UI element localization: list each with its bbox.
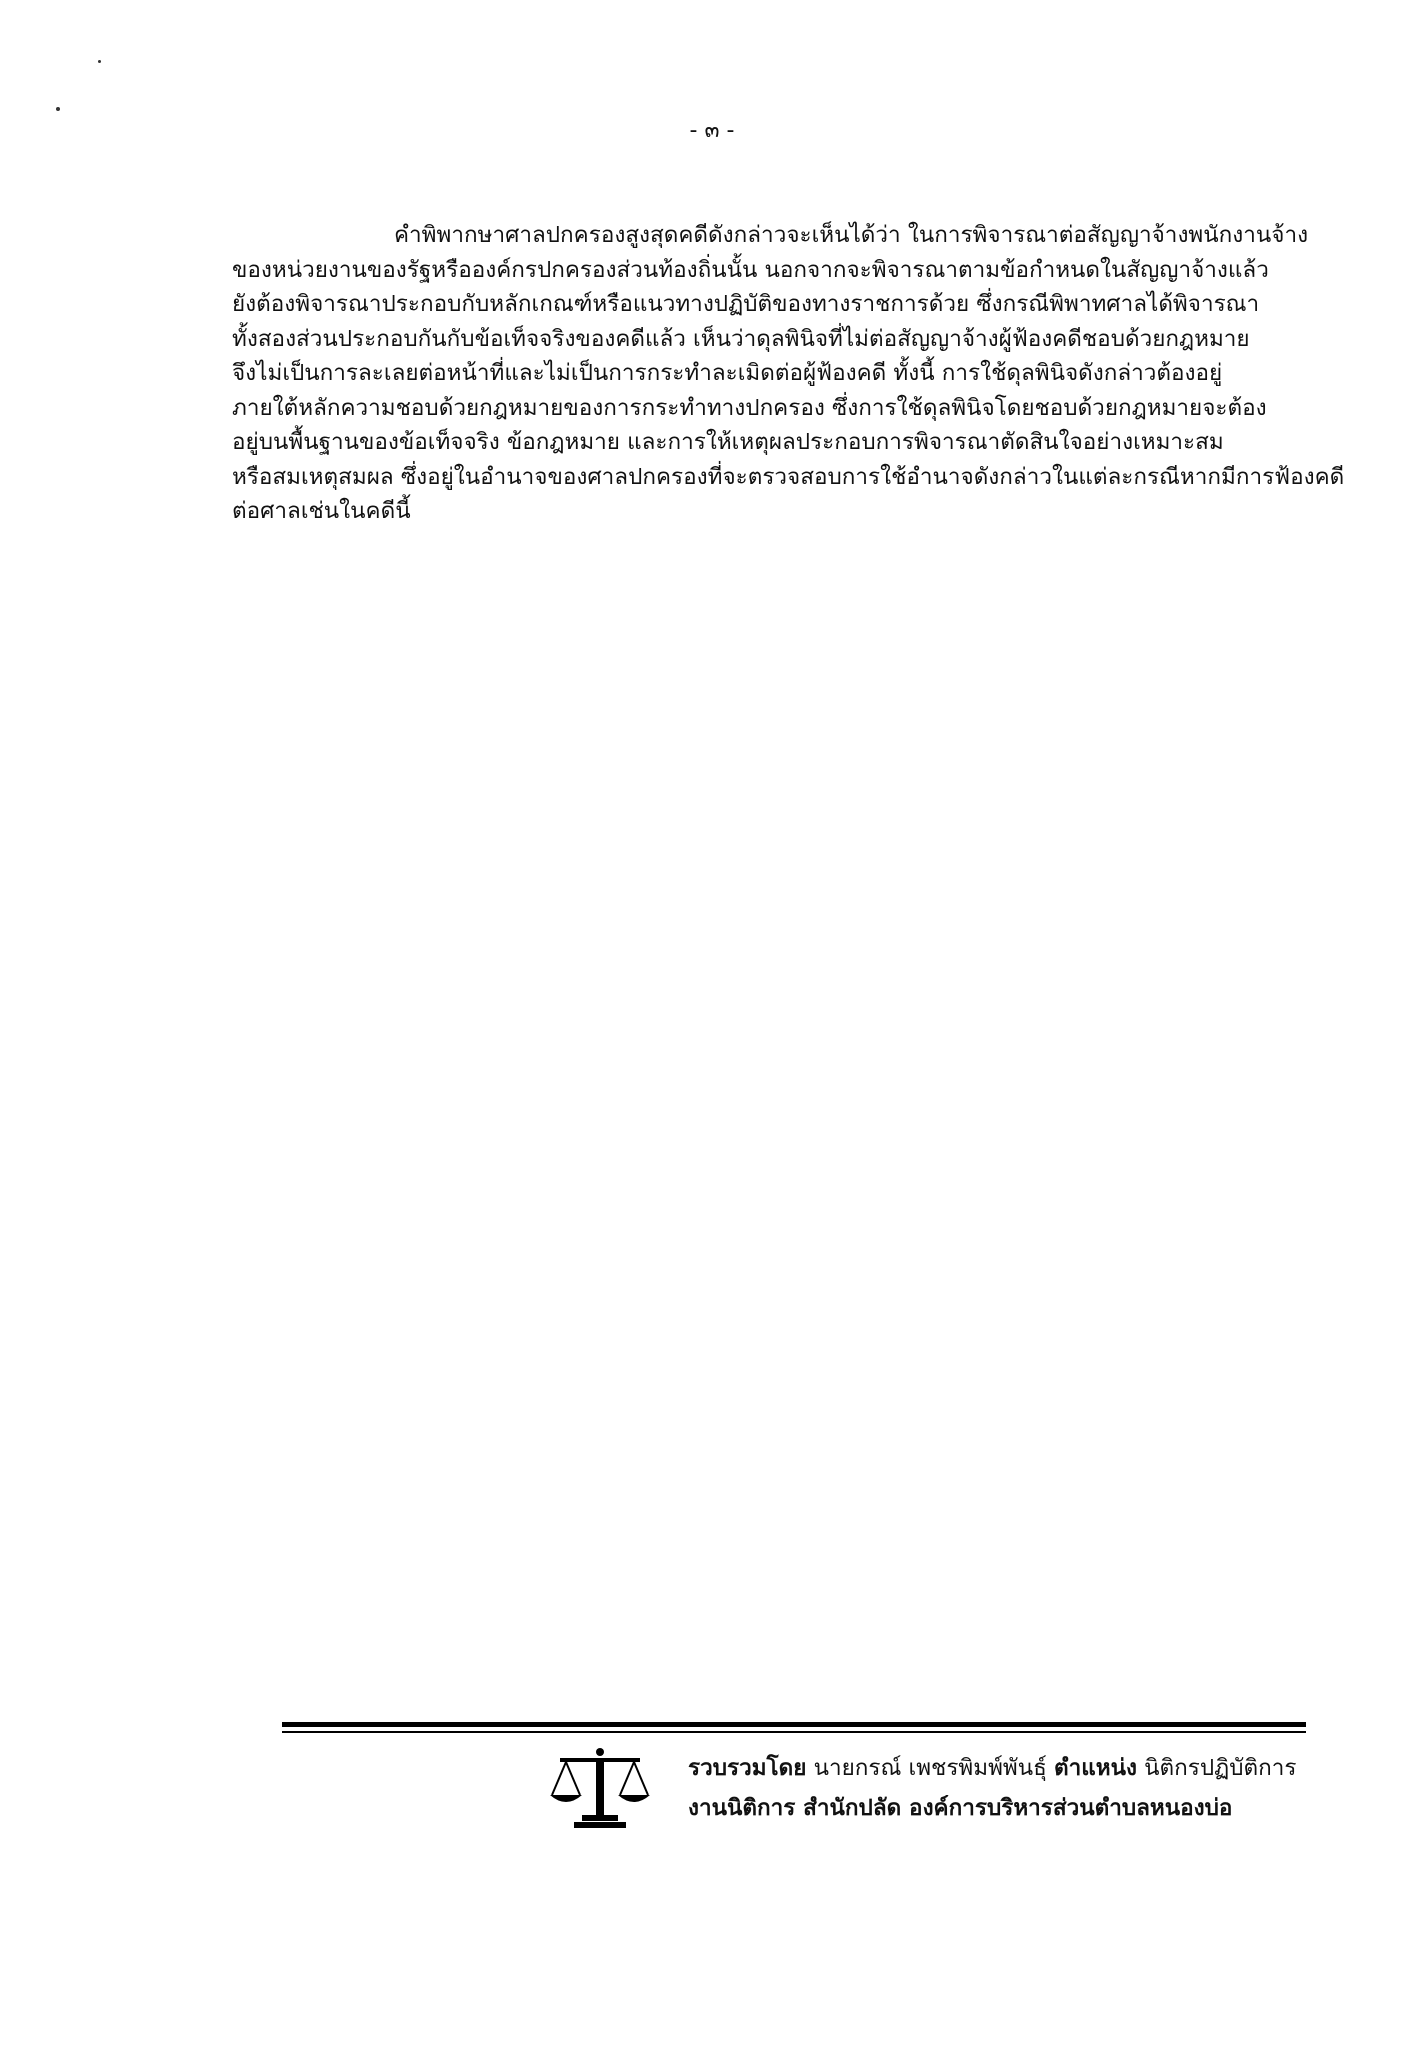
affiliation: งานนิติการ สำนักปลัด องค์การบริหารส่วนตำบลหนองบ่อ xyxy=(688,1795,1233,1821)
body-paragraph xyxy=(232,218,1345,529)
body-line: หรือสมเหตุสมผล ซึ่งอยู่ในอำนาจของศาลปกครองที่จะตรวจสอบการใช้อำนาจดังกล่าวในแต่ละกรณีหากมีการฟ้องคดี xyxy=(232,463,1345,490)
body-line: ทั้งสองส่วนประกอบกันกับข้อเท็จจริงของคดีแล้ว เห็นว่าดุลพินิจที่ไม่ต่อสัญญาจ้างผู้ฟ้องคดีชอบด้วยกฎหมาย xyxy=(232,325,1250,352)
compiled-by-label: รวบรวมโดย xyxy=(688,1755,807,1781)
scan-speck xyxy=(98,60,101,63)
scan-speck xyxy=(56,107,60,111)
scales-of-justice-icon xyxy=(548,1747,652,1831)
body-line: อยู่บนพื้นฐานของข้อเท็จจริง ข้อกฎหมาย และการให้เหตุผลประกอบการพิจารณาตัดสินใจอย่างเหมาะสม xyxy=(232,429,1224,455)
body-line: จึงไม่เป็นการละเลยต่อหน้าที่และไม่เป็นการกระทำละเมิดต่อผู้ฟ้องคดี ทั้งนี้ การใช้ดุลพินิจดังกล่าวต้องอยู่ xyxy=(232,360,1223,386)
body-line: ต่อศาลเช่นในคดีนี้ xyxy=(232,498,411,524)
body-line: คำพิพากษาศาลปกครองสูงสุดคดีดังกล่าวจะเห็นได้ว่า ในการพิจารณาต่อสัญญาจ้างพนักงานจ้าง xyxy=(394,222,1309,248)
footer-divider-thick xyxy=(282,1722,1306,1727)
compiler-credit xyxy=(688,1748,1297,1828)
page-number: - ๓ - xyxy=(689,118,735,143)
body-line: ของหน่วยงานของรัฐหรือองค์กรปกครองส่วนท้องถิ่นนั้น นอกจากจะพิจารณาตามข้อกำหนดในสัญญาจ้างแล้ว xyxy=(232,256,1269,283)
footer-divider-thin xyxy=(282,1731,1306,1733)
credit-line-1 xyxy=(688,1748,1297,1788)
position-value: นิติกรปฏิบัติการ xyxy=(1144,1755,1297,1781)
body-line: ภายใต้หลักความชอบด้วยกฎหมายของการกระทำทางปกครอง ซึ่งการใช้ดุลพินิจโดยชอบด้วยกฎหมายจะต้อง xyxy=(232,394,1267,421)
position-label: ตำแหน่ง xyxy=(1054,1755,1137,1781)
body-line: ยังต้องพิจารณาประกอบกับหลักเกณฑ์หรือแนวทางปฏิบัติของทางราชการด้วย ซึ่งกรณีพิพาทศาลได้พิจารณา xyxy=(232,291,1260,317)
compiler-name: นายกรณ์ เพชรพิมพ์พันธุ์ xyxy=(813,1755,1047,1781)
